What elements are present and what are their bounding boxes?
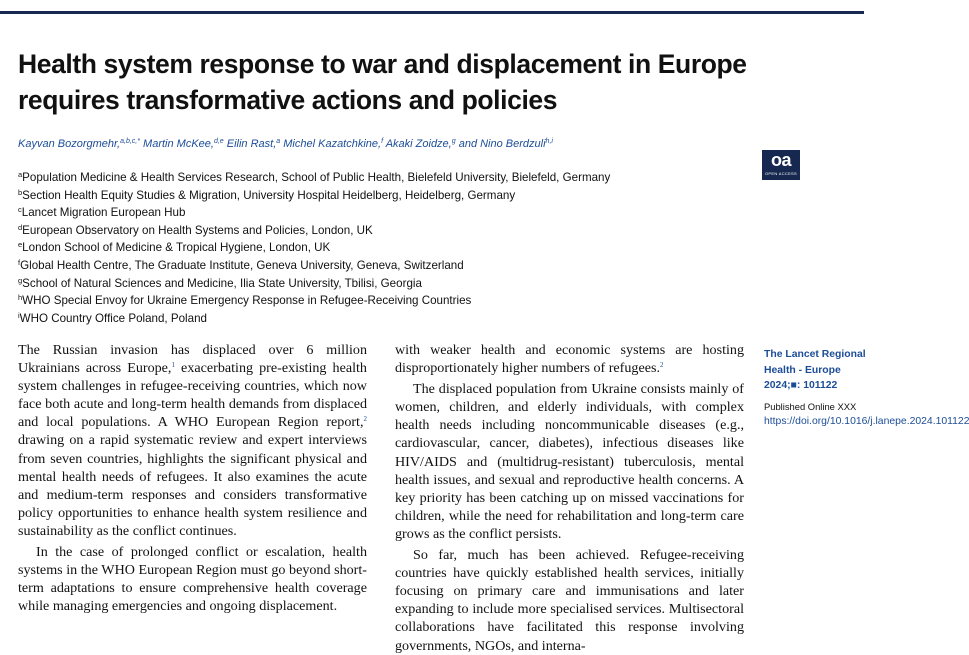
citation-link[interactable]: 2	[363, 415, 367, 424]
citation-link[interactable]: 1	[171, 361, 175, 370]
doi-link[interactable]: https://doi.org/10.1016/j.lanepe.2024.101122	[764, 416, 969, 428]
author-name[interactable]: Eilin Rast,$^a$	[226, 138, 281, 150]
body-paragraph: In the case of prolonged conflict or escalation, health systems in the WHO European Region must go beyond short-term adaptations to ensure comprehensive health coverage while managing emergencies and ongoing displacement.	[18, 544, 367, 615]
article-title: Health system response to war and displacement in Europe requires transformative actions and policies	[18, 49, 747, 115]
article-sidebar	[764, 347, 969, 430]
body-column-right	[395, 341, 744, 655]
author-list	[18, 136, 738, 152]
author-name[interactable]: Akaki Zoidze,$^g$	[385, 138, 456, 150]
affiliation-item: $^e$London School of Medicine & Tropical Hygiene, London, UK	[18, 240, 331, 255]
open-access-badge	[762, 150, 800, 180]
affiliation-item: $^g$School of Natural Sciences and Medicine, Ilia State University, Tbilisi, Georgia	[18, 275, 422, 290]
affiliation-list	[18, 169, 738, 327]
affiliation-item: $^d$European Observatory on Health Systems and Policies, London, UK	[18, 222, 373, 237]
affiliation-item: $^h$WHO Special Envoy for Ukraine Emergency Response in Refugee-Receiving Countries	[18, 293, 472, 308]
oa-logo-text: oa	[770, 150, 791, 170]
author-name[interactable]: and Nino Berdzuli$^{h,i}$	[458, 138, 553, 150]
affiliation-item: $^i$WHO Country Office Poland, Poland	[18, 310, 207, 325]
published-online: Published Online XXX	[764, 400, 857, 412]
citation-link[interactable]: 2	[659, 361, 664, 370]
oa-logo-subtext: OPEN ACCESS	[765, 171, 797, 176]
affiliation-item: $^a$Population Medicine & Health Services Research, School of Public Health, Bielefeld University, Bielefeld, Germany	[18, 170, 611, 184]
author-name[interactable]: Martin McKee,$^{d,e}$	[143, 138, 224, 150]
body-paragraph: with weaker health and economic systems are hosting disproportionately higher numbers of refugees.$^2$	[395, 342, 744, 377]
body-column-left	[18, 341, 367, 615]
body-paragraph: The Russian invasion has displaced over 6 million Ukrainians across Europe,$^1$ exacerbating pre-existing health system challenges in refugee-receiving countries, which now face both acute and long-term health demands from displaced and local populations. A WHO European Region report,$^2$ drawing on a rapid systematic review and expert interviews from seven countries, highlights the significant physical and mental health needs of refugees. It also examines the acute and medium-term responses and considers transformative policy opportunities to enhance health system resilience and sustainability as the conflict continues.	[18, 342, 367, 539]
affiliation-item: $^f$Global Health Centre, The Graduate Institute, Geneva University, Geneva, Switzerland	[18, 257, 464, 272]
header-rule	[0, 11, 864, 14]
affiliation-item: $^c$Lancet Migration European Hub	[18, 205, 186, 220]
author-name[interactable]: Michel Kazatchkine,$^f$	[283, 138, 384, 150]
affiliation-item: $^b$Section Health Equity Studies & Migration, University Hospital Heidelberg, Heidelberg, Germany	[18, 187, 516, 202]
journal-citation: The Lancet Regional Health - Europe 2024;■: 101122	[764, 349, 866, 392]
body-paragraph: So far, much has been achieved. Refugee-receiving countries have quickly established health services, initially focusing on primary care and immunisations and later expanding to include more specialised services. Multisectoral collaborations have facilitated this response involving governments, NGOs, and interna-	[395, 547, 744, 654]
author-name[interactable]: Kayvan Bozorgmehr,$^{a,b,c,*}$	[18, 138, 140, 150]
body-paragraph: The displaced population from Ukraine consists mainly of women, children, and elderly individuals, with complex health needs including noncommunicable diseases (e.g., cardiovascular, cancer, diabetes), infectious diseases like HIV/AIDS and (multidrug-resistant) tuberculosis, mental health issues, and sexual and reproductive health concerns. A key priority has been catching up on missed vaccinations for children, while the need for rehabilitation and long-term care grows as the conflict persists.	[395, 381, 744, 542]
